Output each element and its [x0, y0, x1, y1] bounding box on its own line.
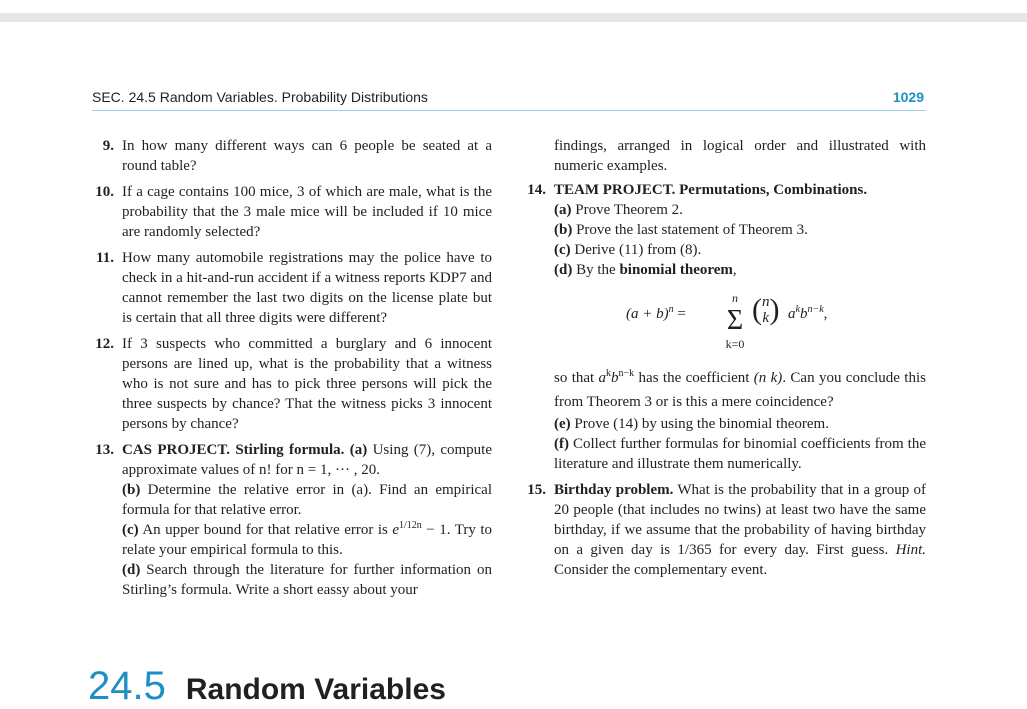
part-text: Determine the relative error in (a). Find an empirical formula for that relative error. — [122, 482, 492, 518]
part-label: (c) — [122, 522, 139, 538]
problem-title: TEAM PROJECT. Permutations, Combinations. — [554, 182, 868, 198]
next-section-heading — [88, 664, 446, 709]
part-text: Collect further formulas for binomial coefficients from the literature and illustrate them numerically. — [554, 436, 926, 472]
problem-title: CAS PROJECT. Stirling formula. — [122, 442, 345, 458]
term-exp-k: k — [795, 304, 800, 315]
formula-explanation — [554, 366, 926, 414]
problem-11 — [92, 248, 492, 328]
left-column — [92, 136, 492, 606]
punctuation: , — [732, 262, 737, 278]
problem-9 — [92, 136, 492, 176]
running-header — [92, 88, 926, 111]
lhs-text: (a + b) — [626, 306, 669, 322]
binomial-theorem-formula — [554, 288, 926, 364]
part-label: (d) — [554, 262, 573, 278]
formula-lhs — [626, 304, 686, 324]
formula-exponent: 1/12n — [399, 520, 422, 531]
right-column — [524, 136, 926, 586]
section-number: 24.5 — [88, 664, 166, 708]
problem-12 — [92, 334, 492, 434]
top-gray-bar — [0, 13, 1027, 22]
formula-base: e — [392, 522, 400, 538]
binomial-coefficient: ( n k ) — [752, 293, 780, 326]
part-text: Search through the literature for further information on Stirling’s formula. Write a short eassy about your — [122, 562, 492, 598]
problem-13 — [92, 440, 492, 600]
part-label: (e) — [554, 416, 571, 432]
part-text: Prove (14) by using the binomial theorem. — [570, 416, 829, 432]
hint-label: Hint. — [895, 542, 926, 558]
problem-text: What is the probability that in a group of 20 people (that includes no twins) at least two have the same birthday, if we assume that the probability of having birthday on a given day is 1/365 for every day. First guess. — [554, 482, 926, 558]
equals-sign: = — [673, 306, 686, 322]
sigma-symbol: Σ — [726, 305, 744, 336]
problem-number: 11. — [96, 250, 114, 266]
part-label: (c) — [554, 242, 571, 258]
problem-number: 13. — [95, 442, 114, 458]
problem-10 — [92, 182, 492, 242]
summation — [720, 288, 750, 354]
problem-15 — [524, 480, 926, 580]
text: . Can you conclude this from Theorem 3 or is this a mere coincidence? — [554, 370, 926, 410]
part-label: (b) — [122, 482, 141, 498]
problem-title: Birthday problem. — [554, 482, 674, 498]
problem-number: 10. — [95, 184, 114, 200]
part-text: Prove Theorem 2. — [571, 202, 683, 218]
part-label: (a) — [554, 202, 572, 218]
term-a: a — [598, 370, 607, 386]
sum-upper-limit: n — [732, 291, 738, 305]
problem-14 — [524, 180, 926, 474]
problem-text: In how many different ways can 6 people be seated at a round table? — [122, 138, 492, 174]
text: so that — [554, 370, 599, 386]
problem-text: How many automobile registrations may the police have to check in a hit-and-run accident if a witness reports KDP7 and cannot remember the last two digits on the license plate but is certain that all three digits were different? — [122, 250, 492, 326]
problem-text: If 3 suspects who committed a burglary and 6 innocent persons are lined up, what is the probability that a witness who is not sure and has to pick three persons will pick the three suspects by chance? That the witness picks 3 innocent persons by chance? — [122, 336, 492, 432]
problem-13-continued — [524, 136, 926, 176]
exp-nk: n−k — [618, 368, 635, 379]
term-a: a — [788, 306, 796, 322]
part-text: Prove the last statement of Theorem 3. — [572, 222, 808, 238]
term-b: b — [611, 370, 619, 386]
exp-k: k — [606, 368, 612, 379]
part-text: By the — [572, 262, 620, 278]
problem-number: 14. — [527, 182, 546, 198]
problem-number: 9. — [102, 138, 114, 154]
section-title: SEC. 24.5 Random Variables. Probability Distributions — [92, 89, 428, 105]
part-text: An upper bound for that relative error is — [138, 522, 388, 538]
part-text: − 1. Try to relate your empirical formula to this. — [122, 522, 492, 558]
bold-term: binomial theorem — [619, 262, 733, 278]
term-exp-nk: n−k — [807, 304, 824, 315]
problem-number: 15. — [527, 482, 546, 498]
part-text: Using (7), compute approximate values of n! for n = 1, ··· , 20. — [122, 442, 493, 478]
formula-term — [788, 304, 827, 324]
term-b: b — [799, 306, 808, 322]
part-label: (b) — [554, 222, 573, 238]
page-number: 1029 — [892, 89, 924, 105]
binom-top: n — [762, 294, 770, 310]
text: has the coefficient — [634, 370, 754, 386]
part-label: (f) — [554, 436, 569, 452]
problem-number: 12. — [95, 336, 114, 352]
binom-bottom: k — [762, 310, 770, 326]
problem-text: If a cage contains 100 mice, 3 of which are male, what is the probability that the 3 male mice will be included if 10 mice are randomly selected? — [122, 184, 492, 240]
part-label: (d) — [122, 562, 141, 578]
formula-end: , — [823, 306, 828, 322]
part-text: Derive (11) from (8). — [570, 242, 702, 258]
continued-text: findings, arranged in logical order and illustrated with numeric examples. — [554, 138, 926, 174]
part-label: (a) — [349, 442, 368, 458]
lhs-exponent: n — [668, 304, 674, 315]
problem-text: Consider the complementary event. — [554, 562, 768, 578]
sum-lower-limit: k=0 — [725, 337, 745, 351]
section-heading-title: Random Variables — [185, 673, 446, 706]
inline-binomial: (n k) — [753, 370, 783, 386]
